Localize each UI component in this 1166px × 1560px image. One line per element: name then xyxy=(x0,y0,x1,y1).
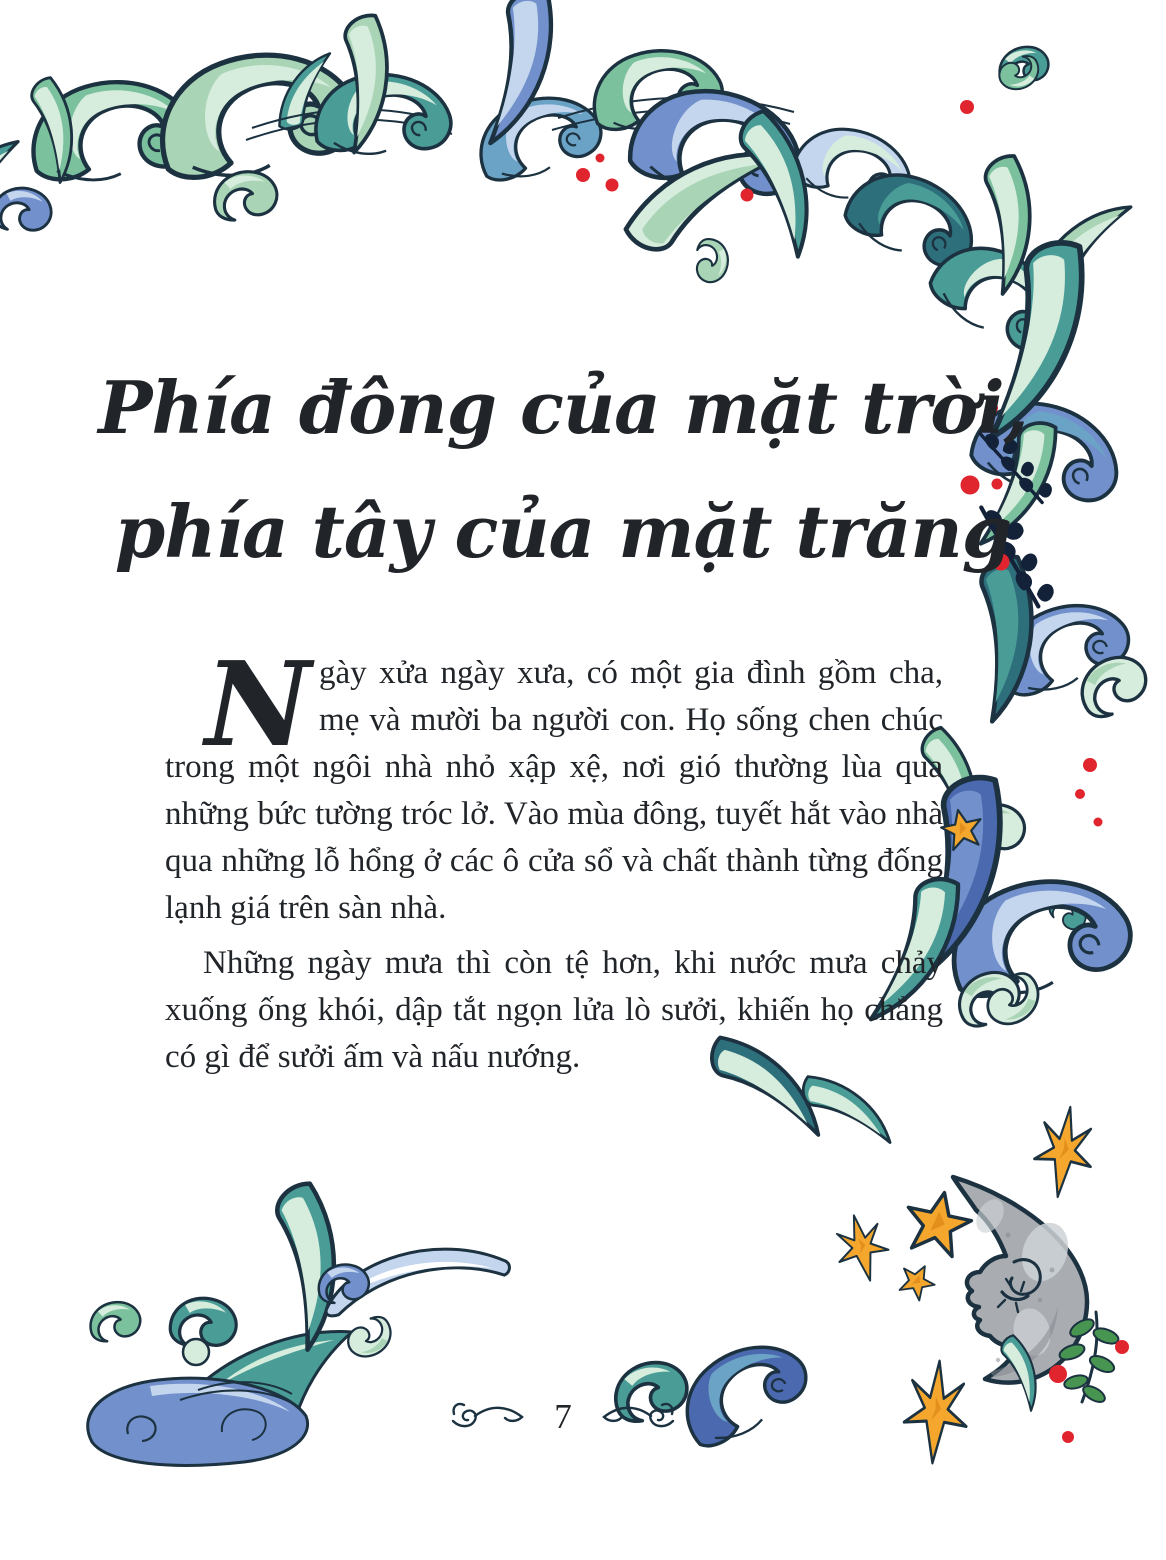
story-paragraph-1-text: gày xửa ngày xưa, có một gia đình gồm cha, mẹ và mười ba người con. Họ sống chen chúc trong một ngôi nhà nhỏ xập xệ, nơi gió thường lùa qua những bức tường tróc lở. Vào mùa đông, tuyết hắt vào nhà qua những lỗ hổng ở các ô cửa sổ và chất thành từng đống lạnh giá trên sàn nhà. xyxy=(165,655,943,926)
chapter-title xyxy=(0,346,1146,594)
page-footer xyxy=(0,1398,1146,1436)
story-paragraph-1 xyxy=(165,637,943,932)
swirl-ornament-left xyxy=(450,1400,530,1434)
story-text xyxy=(165,637,943,1081)
story-paragraph-2: Những ngày mưa thì còn tệ hơn, khi nước mưa chảy xuống ống khói, dập tắt ngọn lửa lò sưởi, khiến họ chẳng có gì để sưởi ấm và nấu nướng. xyxy=(165,945,943,1075)
drop-cap: N xyxy=(205,637,312,773)
swirl-ornament-right xyxy=(596,1400,676,1434)
chapter-title-line2: phía tây của mặt trăng xyxy=(114,489,1012,574)
chapter-title-line1: Phía đông của mặt trời, xyxy=(98,365,1028,450)
page-number: 7 xyxy=(554,1397,572,1436)
